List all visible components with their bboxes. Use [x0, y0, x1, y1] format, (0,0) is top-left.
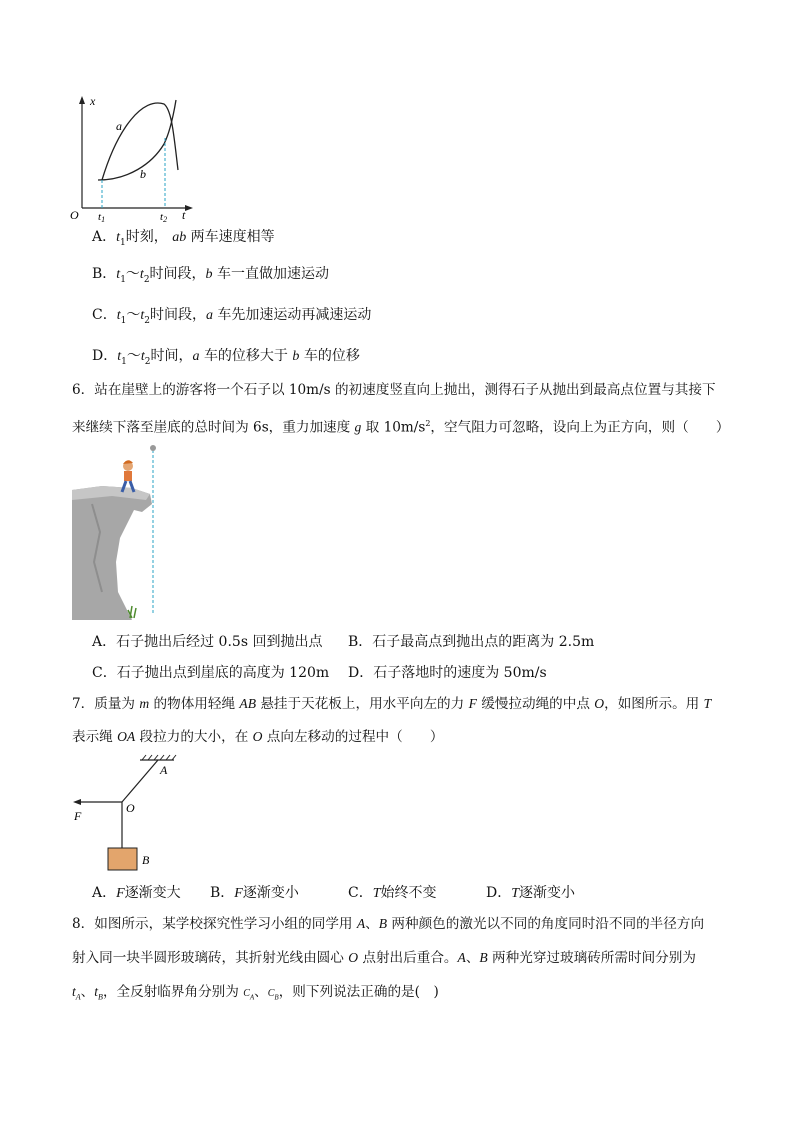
q5-option-d[interactable]: D．$t_1\sim t_2$时间，a 车的位移大于 b 车的位移 [92, 348, 360, 367]
cliff-illustration [72, 442, 172, 624]
block-B [108, 848, 137, 870]
cliff-rock [72, 486, 152, 620]
curve-a-label: a [116, 119, 122, 133]
curve-b [98, 100, 176, 180]
xt-graph [68, 92, 198, 222]
y-axis-arrow [79, 96, 85, 104]
q7-rope-figure [70, 754, 190, 874]
q7-stem-line2: 表示绳 OA 段拉力的大小，在 O 点向左移动的过程中（ ） [72, 729, 444, 745]
q6-option-a[interactable]: A．石子抛出后经过 0.5s 回到抛出点 [92, 634, 323, 650]
label-A: A [160, 763, 168, 777]
q7-option-b[interactable]: B．F逐渐变小 [210, 885, 299, 901]
q5-option-b[interactable]: B．$t_1\sim t_2$时间段，b 车一直做加速运动 [92, 266, 329, 285]
q5-option-a[interactable]: A．$t_1$时刻， ab 两车速度相等 [92, 229, 275, 248]
t-axis-label: t [182, 208, 186, 222]
q8-stem-line3: $t_A$、$t_B$，全反射临界角分别为 $C_A$、$C_B$，则下列说法正确的是( ) [72, 984, 439, 1002]
t-axis-arrow [185, 205, 193, 211]
q7-option-a[interactable]: A．F逐渐变大 [92, 885, 181, 901]
q6-option-d[interactable]: D．石子落地时的速度为 50m/s [348, 665, 547, 681]
label-B: B [142, 853, 150, 867]
q6-stem-line2: 来继续下落至崖底的总时间为 6s，重力加速度 g 取 $10m/s^2$，空气阻力可忽略，设向上为正方向，则（ ） [72, 419, 730, 436]
q8-stem-line1: 8．如图所示，某学校探究性学习小组的同学用 A、B 两种颜色的激光以不同的角度同时沿不同的半径方向 [72, 916, 705, 932]
stone [150, 445, 156, 451]
rope-OA [122, 760, 158, 802]
label-O: O [126, 801, 135, 815]
q6-stem-line1: 6．站在崖壁上的游客将一个石子以 10m/s 的初速度竖直向上抛出，测得石子从抛出到最高点位置与其接下 [72, 382, 716, 398]
tourist-body [124, 471, 132, 481]
q7-stem-line1: 7．质量为 m 的物体用轻绳 AB 悬挂于天花板上，用水平向左的力 F 缓慢拉动绳的中点 O，如图所示。用 T [72, 696, 712, 712]
q7-option-d[interactable]: D．T逐渐变小 [486, 885, 576, 901]
force-F-arrowhead [73, 799, 81, 805]
q5-option-c[interactable]: C．$t_1\sim t_2$时间段，a 车先加速运动再减速运动 [92, 307, 372, 326]
q6-option-b[interactable]: B．石子最高点到抛出点的距离为 2.5m [348, 634, 595, 650]
origin-label: O [70, 208, 79, 222]
x-axis-label: x [90, 94, 96, 108]
t1-label: t1 [98, 211, 106, 222]
q7-option-c[interactable]: C．T始终不变 [348, 885, 437, 901]
t2-label: t2 [160, 211, 168, 222]
q6-option-c[interactable]: C．石子抛出点到崖底的高度为 120m [92, 665, 330, 681]
curve-b-label: b [140, 167, 146, 181]
ceiling-hatch [142, 755, 176, 760]
label-F: F [74, 809, 82, 823]
q8-stem-line2: 射入同一块半圆形玻璃砖，其折射光线由圆心 O 点射出后重合。A、B 两种光穿过玻璃砖所需时间分别为 [72, 950, 696, 966]
